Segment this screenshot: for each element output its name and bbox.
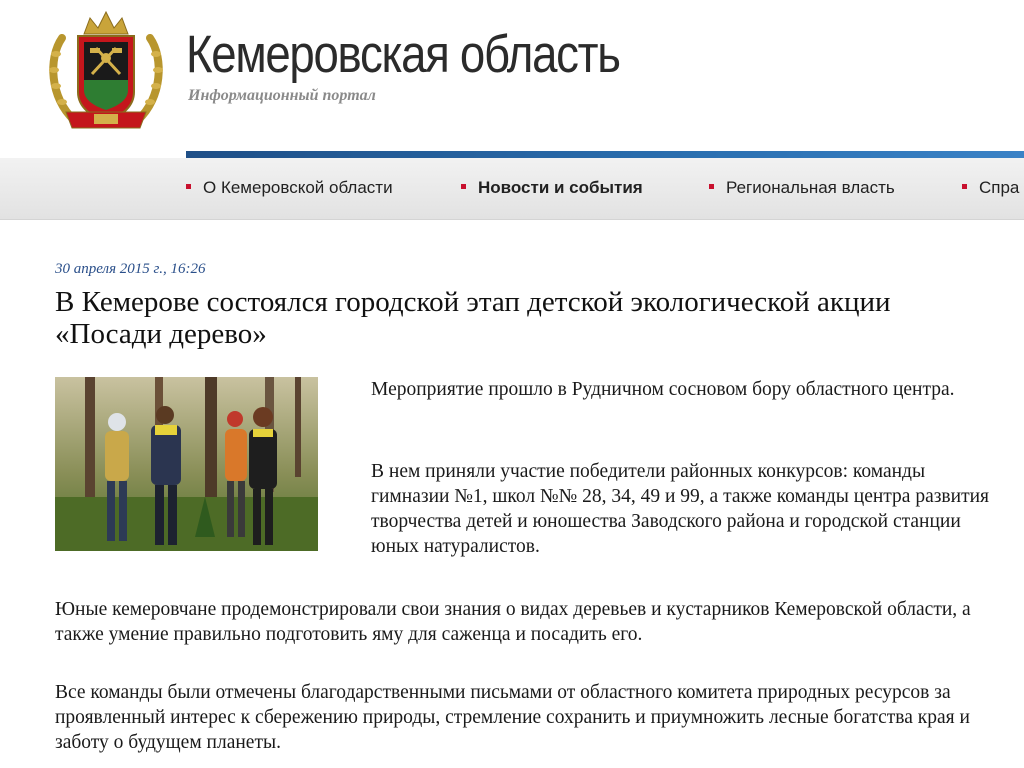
bullet-icon	[962, 184, 967, 189]
bullet-icon	[461, 184, 466, 189]
nav-item-label: Региональная власть	[726, 178, 895, 197]
nav-item-about-region[interactable]	[186, 178, 393, 198]
bullet-icon	[709, 184, 714, 189]
nav-item-news[interactable]	[461, 178, 643, 198]
site-subtitle: Информационный портал	[188, 87, 376, 104]
main-navigation	[0, 158, 1024, 220]
site-title[interactable]: Кемеровская область	[186, 25, 620, 84]
article-photo[interactable]	[55, 377, 318, 551]
nav-item-label: О Кемеровской области	[203, 178, 393, 197]
coat-of-arms-icon[interactable]	[44, 8, 168, 136]
nav-item-label: Новости и события	[478, 178, 643, 197]
article-paragraph: В нем приняли участие победители районных конкурсов: команды гимназии №1, школ №№ 28, 34, 49 и 99, а также команды центра развития творчества детей и юношества Заводского района и городской станции юных натуралистов.	[371, 461, 990, 557]
article-paragraph: Юные кемеровчане продемонстрировали свои знания о видах деревьев и кустарников Кемеровской области, а также умение правильно подготовить яму для саженца и посадить его.	[55, 599, 971, 645]
article-date: 30 апреля 2015 г., 16:26	[55, 261, 206, 277]
site-header	[0, 0, 1024, 160]
article-paragraph: Мероприятие прошло в Рудничном сосновом бору областного центра.	[371, 379, 955, 400]
nav-item-label: Спра	[979, 178, 1020, 197]
nav-item-reference[interactable]	[962, 178, 1019, 198]
article-paragraph: Все команды были отмечены благодарственными письмами от областного комитета природных ресурсов за проявленный интерес к сбережению природы, стремление сохранить и приумножить лесные богатства края и заботу о будущем планеты.	[55, 682, 970, 753]
article-title: В Кемерове состоялся городской этап детской экологической акции «Посади дерево»	[55, 286, 891, 350]
header-divider	[186, 151, 1024, 158]
nav-item-regional-authority[interactable]	[709, 178, 895, 198]
bullet-icon	[186, 184, 191, 189]
